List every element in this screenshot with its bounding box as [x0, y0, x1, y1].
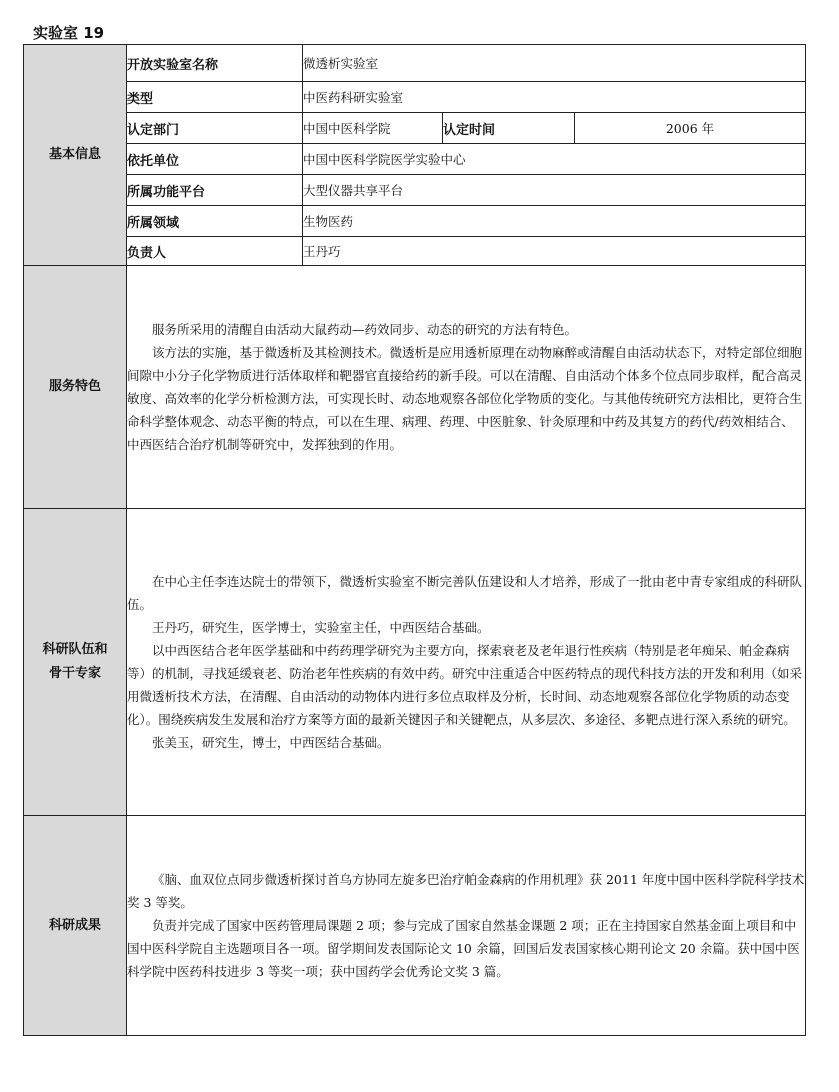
row-principal — [24, 237, 806, 266]
field-label: 依托单位 — [127, 144, 303, 175]
page-title: 实验室 19 — [33, 24, 105, 42]
field-value: 2006 年 — [575, 113, 806, 144]
paragraph: 负责并完成了国家中医药管理局课题 2 项；参与完成了国家自然基金课题 2 项；正在主持国家自然基金面上项目和中国中医科学院自主选题项目各一项。留学期间发表国际论文 10 余篇，回国后发表国家核心期刊论文 20 余篇。获中国中医科学院中医药科技进步 3 等奖一项；获中国药学会优秀论文奖 3 篇。 — [127, 918, 800, 979]
field-label: 开放实验室名称 — [127, 45, 303, 82]
row-team — [24, 509, 806, 816]
section-results — [24, 816, 127, 1036]
team-text — [127, 509, 806, 816]
field-value: 微透析实验室 — [303, 45, 806, 82]
paragraph: 服务所采用的清醒自由活动大鼠药动—药效同步、动态的研究的方法有特色。 — [152, 322, 578, 337]
field-label: 所属领域 — [127, 206, 303, 237]
section-basic-info — [24, 45, 127, 266]
row-lab-name — [24, 45, 806, 82]
field-label: 认定部门 — [127, 113, 303, 144]
paragraph: 在中心主任李连达院士的带领下，微透析实验室不断完善队伍建设和人才培养，形成了一批由老中青专家组成的科研队伍。 — [127, 574, 803, 612]
row-department — [24, 113, 806, 144]
field-label: 认定时间 — [443, 113, 575, 144]
field-value: 王丹巧 — [303, 237, 806, 266]
paragraph: 张美玉，研究生，博士，中西医结合基础。 — [152, 735, 390, 750]
results-text — [127, 816, 806, 1036]
field-label: 负责人 — [127, 237, 303, 266]
field-value: 中国中医科学院医学实验中心 — [303, 144, 806, 175]
field-label: 所属功能平台 — [127, 175, 303, 206]
service-text — [127, 266, 806, 509]
lab-info-table — [23, 44, 806, 1036]
section-label: 骨干专家 — [48, 666, 101, 681]
row-service — [24, 266, 806, 509]
field-value: 中国中医科学院 — [303, 113, 443, 144]
section-label: 服务特色 — [48, 379, 101, 394]
paragraph: 该方法的实施，基于微透析及其检测技术。微透析是应用透析原理在动物麻醉或清醒自由活动状态下，对特定部位细胞间隙中小分子化学物质进行活体取样和靶器官直接给药的新手段。可以在清醒、自由活动个体多个位点同步取样，配合高灵敏度、高效率的化学分析检测方法，可实现长时、动态地观察各部位化学物质的变化。与其他传统研究方法相比，更符合生命科学整体观念、动态平衡的特点，可以在生理、病理、药理、中医脏象、针灸原理和中药及其复方的药代/药效相结合、中西医结合治疗机制等研究中，发挥独到的作用。 — [127, 345, 803, 452]
field-value: 生物医药 — [303, 206, 806, 237]
row-platform — [24, 175, 806, 206]
field-value: 中医药科研实验室 — [303, 82, 806, 113]
paragraph: 《脑、血双位点同步微透析探讨首乌方协同左旋多巴治疗帕金森病的作用机理》获 2011 年度中国中医科学院科学技术奖 3 等奖。 — [127, 872, 805, 910]
section-team — [24, 509, 127, 816]
row-host-unit — [24, 144, 806, 175]
section-label: 基本信息 — [48, 147, 101, 162]
row-type — [24, 82, 806, 113]
field-value: 大型仪器共享平台 — [303, 175, 806, 206]
row-field — [24, 206, 806, 237]
row-results — [24, 816, 806, 1036]
section-label: 科研队伍和 — [42, 642, 108, 657]
paragraph: 王丹巧，研究生，医学博士，实验室主任，中西医结合基础。 — [152, 620, 490, 635]
section-service — [24, 266, 127, 509]
field-label: 类型 — [127, 82, 303, 113]
paragraph: 以中西医结合老年医学基础和中药药理学研究为主要方向，探索衰老及老年退行性疾病（特别是老年痴呆、帕金森病等）的机制，寻找延缓衰老、防治老年性疾病的有效中药。研究中注重适合中医药特点的现代科技方法的开发和利用（如采用微透析技术方法，在清醒、自由活动的动物体内进行多位点取样及分析，长时间、动态地观察各部位化学物质的动态变化）。围绕疾病发生发展和治疗方案等方面的最新关键因子和关键靶点，从多层次、多途径、多靶点进行深入系统的研究。 — [127, 643, 803, 727]
section-label: 科研成果 — [48, 917, 101, 933]
